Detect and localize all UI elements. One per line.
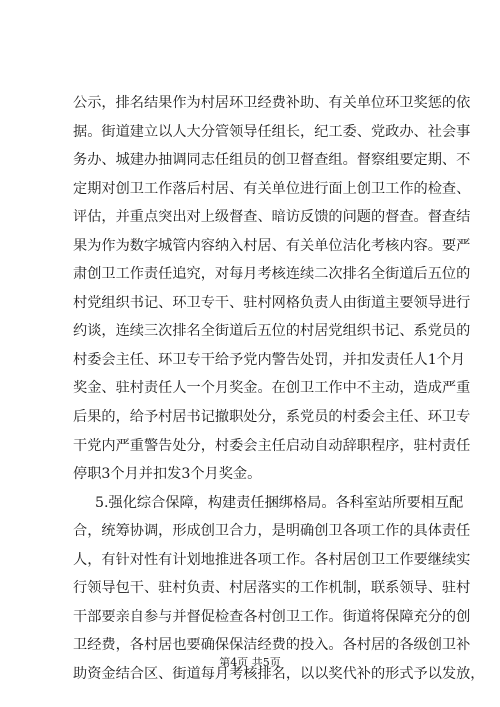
text-line: 定期对创卫工作落后村居、有关单位进行面上创卫工作的检查、 (73, 180, 471, 197)
text-line: 务办、城建办抽调同志任组员的创卫督查组。督察组要定期、不 (73, 152, 471, 169)
text-line: 停职3个月并扣发3个月奖金。 (73, 466, 262, 483)
text-line: 约谈，连续三次排名全街道后五位的村居党组织书记、系党员的 (73, 323, 471, 340)
paragraph-first-line: 5.强化综合保障，构建责任捆绑格局。各科室站所要相互配 (95, 494, 464, 511)
text-line: 行领导包干、驻村负责、村居落实的工作机制，联系领导、驻村 (73, 580, 471, 597)
text-line: 助资金结合区、街道每月考核排名，以以奖代补的形式予以发放， (73, 665, 485, 682)
text-line: 果为作为数字城管内容纳入村居、有关单位洁化考核内容。要严 (73, 237, 471, 254)
text-line: 肃创卫工作责任追究，对每月考核连续二次排名全街道后五位的 (73, 266, 471, 283)
text-line: 村党组织书记、环卫专干、驻村网格负责人由街道主要领导进行 (73, 294, 471, 311)
page-number: 第4页 共5页 (219, 656, 281, 669)
text-line: 干部要亲自参与并督促检查各村创卫工作。街道将保障充分的创 (73, 608, 471, 625)
text-line: 奖金、驻村责任人一个月奖金。在创卫工作中不主动，造成严重 (73, 380, 471, 397)
body-text (73, 89, 485, 688)
text-line: 据。街道建立以人大分管领导任组长，纪工委、党政办、社会事 (73, 123, 471, 140)
text-line: 卫经费，各村居也要确保保洁经费的投入。各村居的各级创卫补 (73, 637, 471, 654)
text-line: 公示，排名结果作为村居环卫经费补助、有关单位环卫奖惩的依 (73, 95, 471, 111)
text-line: 后果的，给予村居书记撤职处分，系党员的村委会主任、环卫专 (73, 409, 471, 426)
text-line: 评估，并重点突出对上级督查、暗访反馈的问题的督查。督查结 (73, 209, 471, 226)
text-line: 人，有针对性有计划地推进各项工作。各村居创卫工作要继续实 (73, 551, 471, 568)
text-line: 合，统筹协调，形成创卫合力，是明确创卫各项工作的具体责任 (73, 523, 471, 540)
text-line: 村委会主任、环卫专干给予党内警告处罚，并扣发责任人1个月 (73, 351, 466, 368)
text-line: 干党内严重警告处分，村委会主任启动自动辞职程序，驻村责任 (73, 437, 471, 454)
